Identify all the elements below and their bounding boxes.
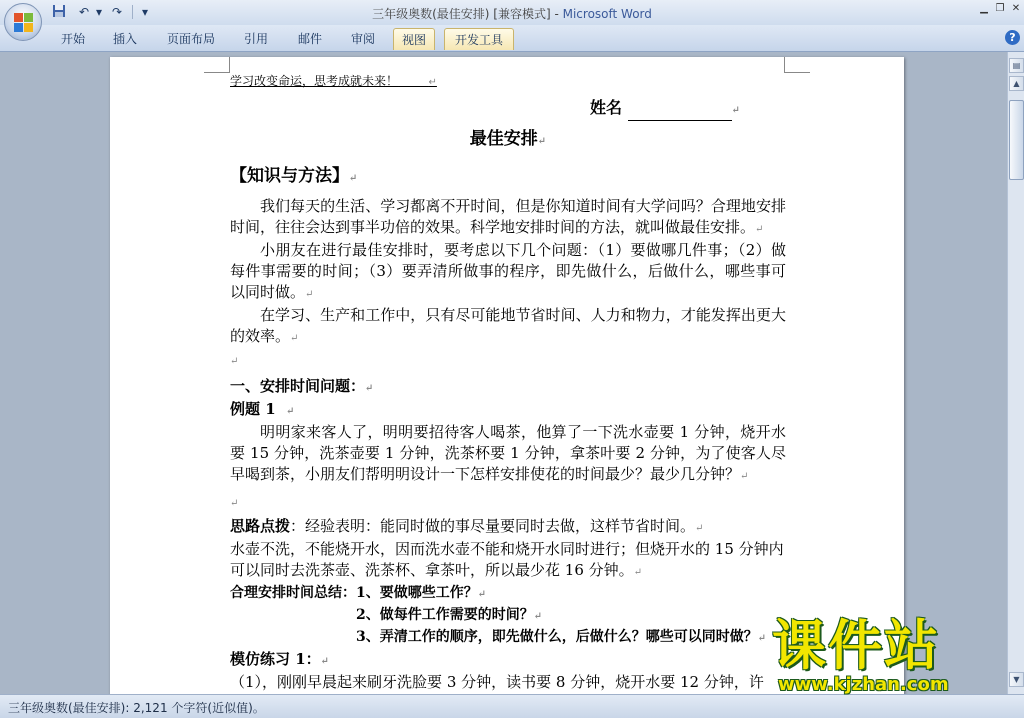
close-icon[interactable]: ✕ (1011, 3, 1021, 14)
tab-page-layout[interactable]: 页面布局 (166, 32, 215, 46)
watermark-logo (772, 616, 1010, 696)
scroll-up-icon[interactable]: ▲ (1009, 76, 1024, 91)
margin-corner-left (204, 57, 230, 73)
title-separator: - (550, 7, 563, 21)
paragraph-mark: ↵ (428, 77, 437, 88)
title-bar (0, 0, 1024, 25)
redo-icon[interactable]: ↷ (111, 5, 123, 19)
tab-view[interactable]: 视图 (393, 28, 435, 50)
ruler-toggle-icon[interactable]: ▤ (1009, 58, 1024, 73)
scroll-down-icon[interactable]: ▼ (1009, 672, 1024, 687)
tab-references[interactable]: 引用 (243, 32, 268, 46)
customize-toolbar-icon[interactable]: ▾ (141, 5, 149, 19)
empty-line: ↵ (230, 498, 239, 509)
empty-line: ↵ (230, 356, 239, 367)
summary-item-2: 2、做每件工作需要的时间？↵ (356, 607, 543, 623)
scroll-thumb[interactable] (1009, 100, 1024, 180)
intro-paragraph-1: 我们每天的生活、学习都离不开时间，但是你知道时间有大学问吗？合理地安排时间，往往会达到事半功倍的效果。科学地安排时间的方法，就叫做最佳安排。↵ (230, 197, 786, 236)
margin-corner-right (784, 57, 810, 73)
restore-icon[interactable]: ❐ (995, 3, 1005, 14)
vertical-scrollbar[interactable] (1007, 52, 1024, 694)
window-title (0, 5, 1024, 22)
tab-insert[interactable]: 插入 (112, 32, 137, 46)
document-name: 三年级奥数(最佳安排) [兼容模式] (372, 7, 551, 21)
document-page[interactable] (110, 57, 904, 694)
office-button[interactable] (4, 3, 42, 41)
status-text: 三年级奥数(最佳安排): 2,121 个字符(近似值)。 (8, 701, 265, 715)
chevron-down-icon[interactable]: ▾ (95, 5, 103, 19)
minimize-icon[interactable]: ▁ (980, 3, 988, 14)
watermark-brand: 课件站 (772, 614, 940, 677)
section-heading-knowledge: 【知识与方法】↵ (230, 166, 358, 186)
example-1-label: 例题 1 ↵ (230, 400, 295, 418)
office-logo-icon (14, 13, 34, 33)
section-heading-one: 一、安排时间问题：↵ (230, 377, 374, 395)
ribbon-tab-bar (0, 25, 1024, 52)
practice-text: （1），刚刚早晨起来刷牙洗脸要 3 分钟，读书要 8 分钟，烧开水要 12 分钟，许 (230, 673, 764, 691)
tab-review[interactable]: 审阅 (350, 32, 375, 46)
app-name: Microsoft Word (562, 7, 652, 21)
status-bar (0, 694, 1024, 718)
intro-paragraph-2: 小朋友在进行最佳安排时，要考虑以下几个问题：（1）要做哪几件事；（2）做每件事需要的时间；（3）要弄清所做事的程序，即先做什么，后做什么，哪些事可以同时做。↵ (230, 241, 786, 301)
tab-mailings[interactable]: 邮件 (297, 32, 322, 46)
motto-text: 学习改变命运，思考成就未来！ ↵ (230, 74, 437, 88)
name-field: 姓名 ↵ (230, 97, 786, 121)
summary-item-1: 合理安排时间总结：1、要做哪些工作？↵ (230, 585, 487, 601)
name-blank (628, 105, 732, 121)
hint-paragraph: 思路点拨：经验表明：能同时做的事尽量要同时去做，这样节省时间。↵ (230, 517, 704, 535)
tab-home[interactable]: 开始 (60, 32, 85, 46)
document-content[interactable] (230, 73, 786, 693)
solution-paragraph: 水壶不洗，不能烧开水，因而洗水壶不能和烧开水同时进行；但烧开水的 15 分钟内可以同时去洗茶壶、洗茶杯、拿茶叶，所以最少花 16 分钟。↵ (230, 540, 784, 579)
document-workspace (0, 52, 1007, 694)
intro-paragraph-3: 在学习、生产和工作中，只有尽可能地节省时间、人力和物力，才能发挥出更大的效率。↵ (230, 306, 786, 345)
document-title: 最佳安排↵ (469, 129, 547, 149)
undo-icon[interactable]: ↶ (78, 5, 90, 19)
tab-developer[interactable]: 开发工具 (444, 28, 514, 50)
help-icon[interactable]: ? (1005, 30, 1020, 45)
example-1-text: 明明家来客人了，明明要招待客人喝茶，他算了一下洗水壶要 1 分钟，烧开水要 15 分钟，洗茶壶要 1 分钟，洗茶杯要 1 分钟，拿茶叶要 2 分钟，为了使客人尽早喝到茶，小朋友们帮明明设计一下怎样安排使花的时间最少？最少几分钟？↵ (230, 423, 786, 483)
summary-item-3: 3、弄清工作的顺序，即先做什么，后做什么？哪些可以同时做？↵ (356, 629, 767, 645)
practice-label: 模仿练习 1：↵ (230, 650, 330, 668)
watermark-url: www.kjzhan.com (778, 674, 949, 695)
